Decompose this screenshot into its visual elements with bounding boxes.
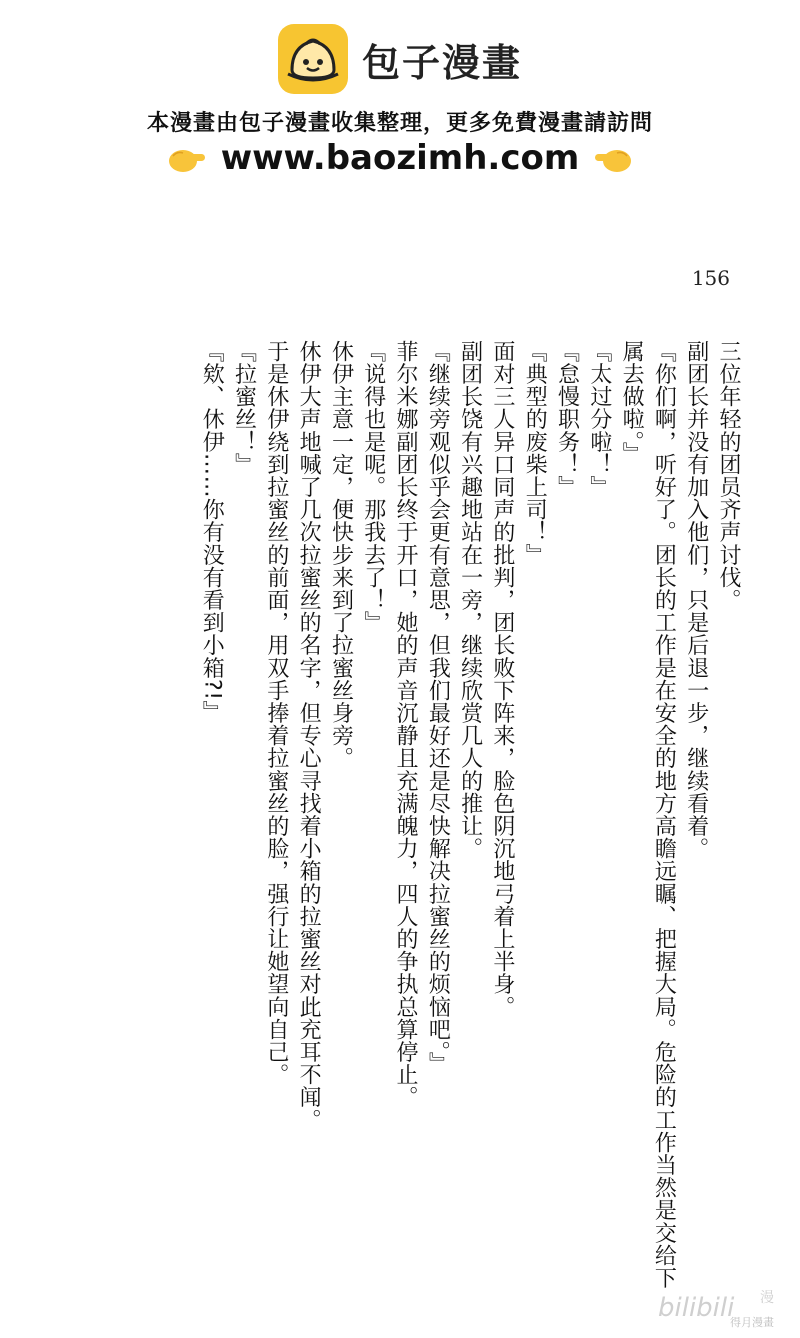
paragraph-1: 三位年轻的团员齐声讨伐。 [716, 340, 741, 612]
svg-text:漫: 漫 [760, 1290, 774, 1306]
paragraph-5: 『怠慢职务！』 [554, 340, 580, 499]
paragraph-4: 『太过分啦！』 [586, 340, 612, 499]
paragraph-10: 菲尔米娜副团长终于开口，她的声音沉静且充满魄力，四人的争执总算停止。 [393, 340, 419, 1109]
paragraph-2: 副团长并没有加入他们，只是后退一步，继续看着。 [683, 340, 709, 860]
page-number: 156 [691, 266, 730, 290]
promo-text: 本漫畫由包子漫畫收集整理，更多免費漫畫請訪問 [146, 111, 653, 136]
paragraph-7: 面对三人异口同声的批判，团长败下阵来，脸色阴沉地弓着上半身。 [489, 340, 515, 1018]
paragraph-9: 『继续旁观似乎会更有意思，但我们最好还是尽快解决拉蜜丝的烦恼吧。』 [425, 340, 451, 1075]
pointing-hand-right-icon [593, 141, 633, 175]
site-url-link[interactable]: www.baozimh.com [220, 138, 580, 178]
pointing-hand-left-icon [167, 141, 207, 175]
paragraph-8: 副团长饶有兴趣地站在一旁，继续欣赏几人的推让。 [457, 340, 483, 860]
paragraph-14: 于是休伊绕到拉蜜丝的前面，用双手捧着拉蜜丝的脸，强行让她望向自己。 [263, 340, 289, 1086]
paragraph-6: 『典型的废柴上司！』 [522, 340, 548, 566]
paragraph-3: 『你们啊，听好了。团长的工作是在安全的地方高瞻远瞩、把握大局。危险的工作当然是交给下属去做啦。』 [619, 340, 677, 1290]
novel-text-column [195, 340, 744, 1290]
svg-text:bilibili: bilibili [658, 1293, 735, 1323]
paragraph-16: 『欸、休伊……你有没有看到小箱?!』 [199, 340, 225, 724]
brand-header [0, 24, 800, 94]
paragraph-11: 『说得也是呢。那我去了！』 [360, 340, 386, 634]
paragraph-12: 休伊主意一定，便快步来到了拉蜜丝身旁。 [328, 340, 354, 770]
site-url-row [0, 138, 800, 178]
svg-text:得月漫畫: 得月漫畫 [730, 1316, 774, 1328]
paragraph-13: 休伊大声地喊了几次拉蜜丝的名字，但专心寻找着小箱的拉蜜丝对此充耳不闻。 [296, 340, 322, 1131]
brand-name: 包子漫畫 [361, 40, 522, 85]
baozi-logo-icon [278, 24, 348, 94]
bilibili-watermark-logo [656, 1284, 786, 1328]
paragraph-15: 『拉蜜丝！』 [231, 340, 257, 476]
